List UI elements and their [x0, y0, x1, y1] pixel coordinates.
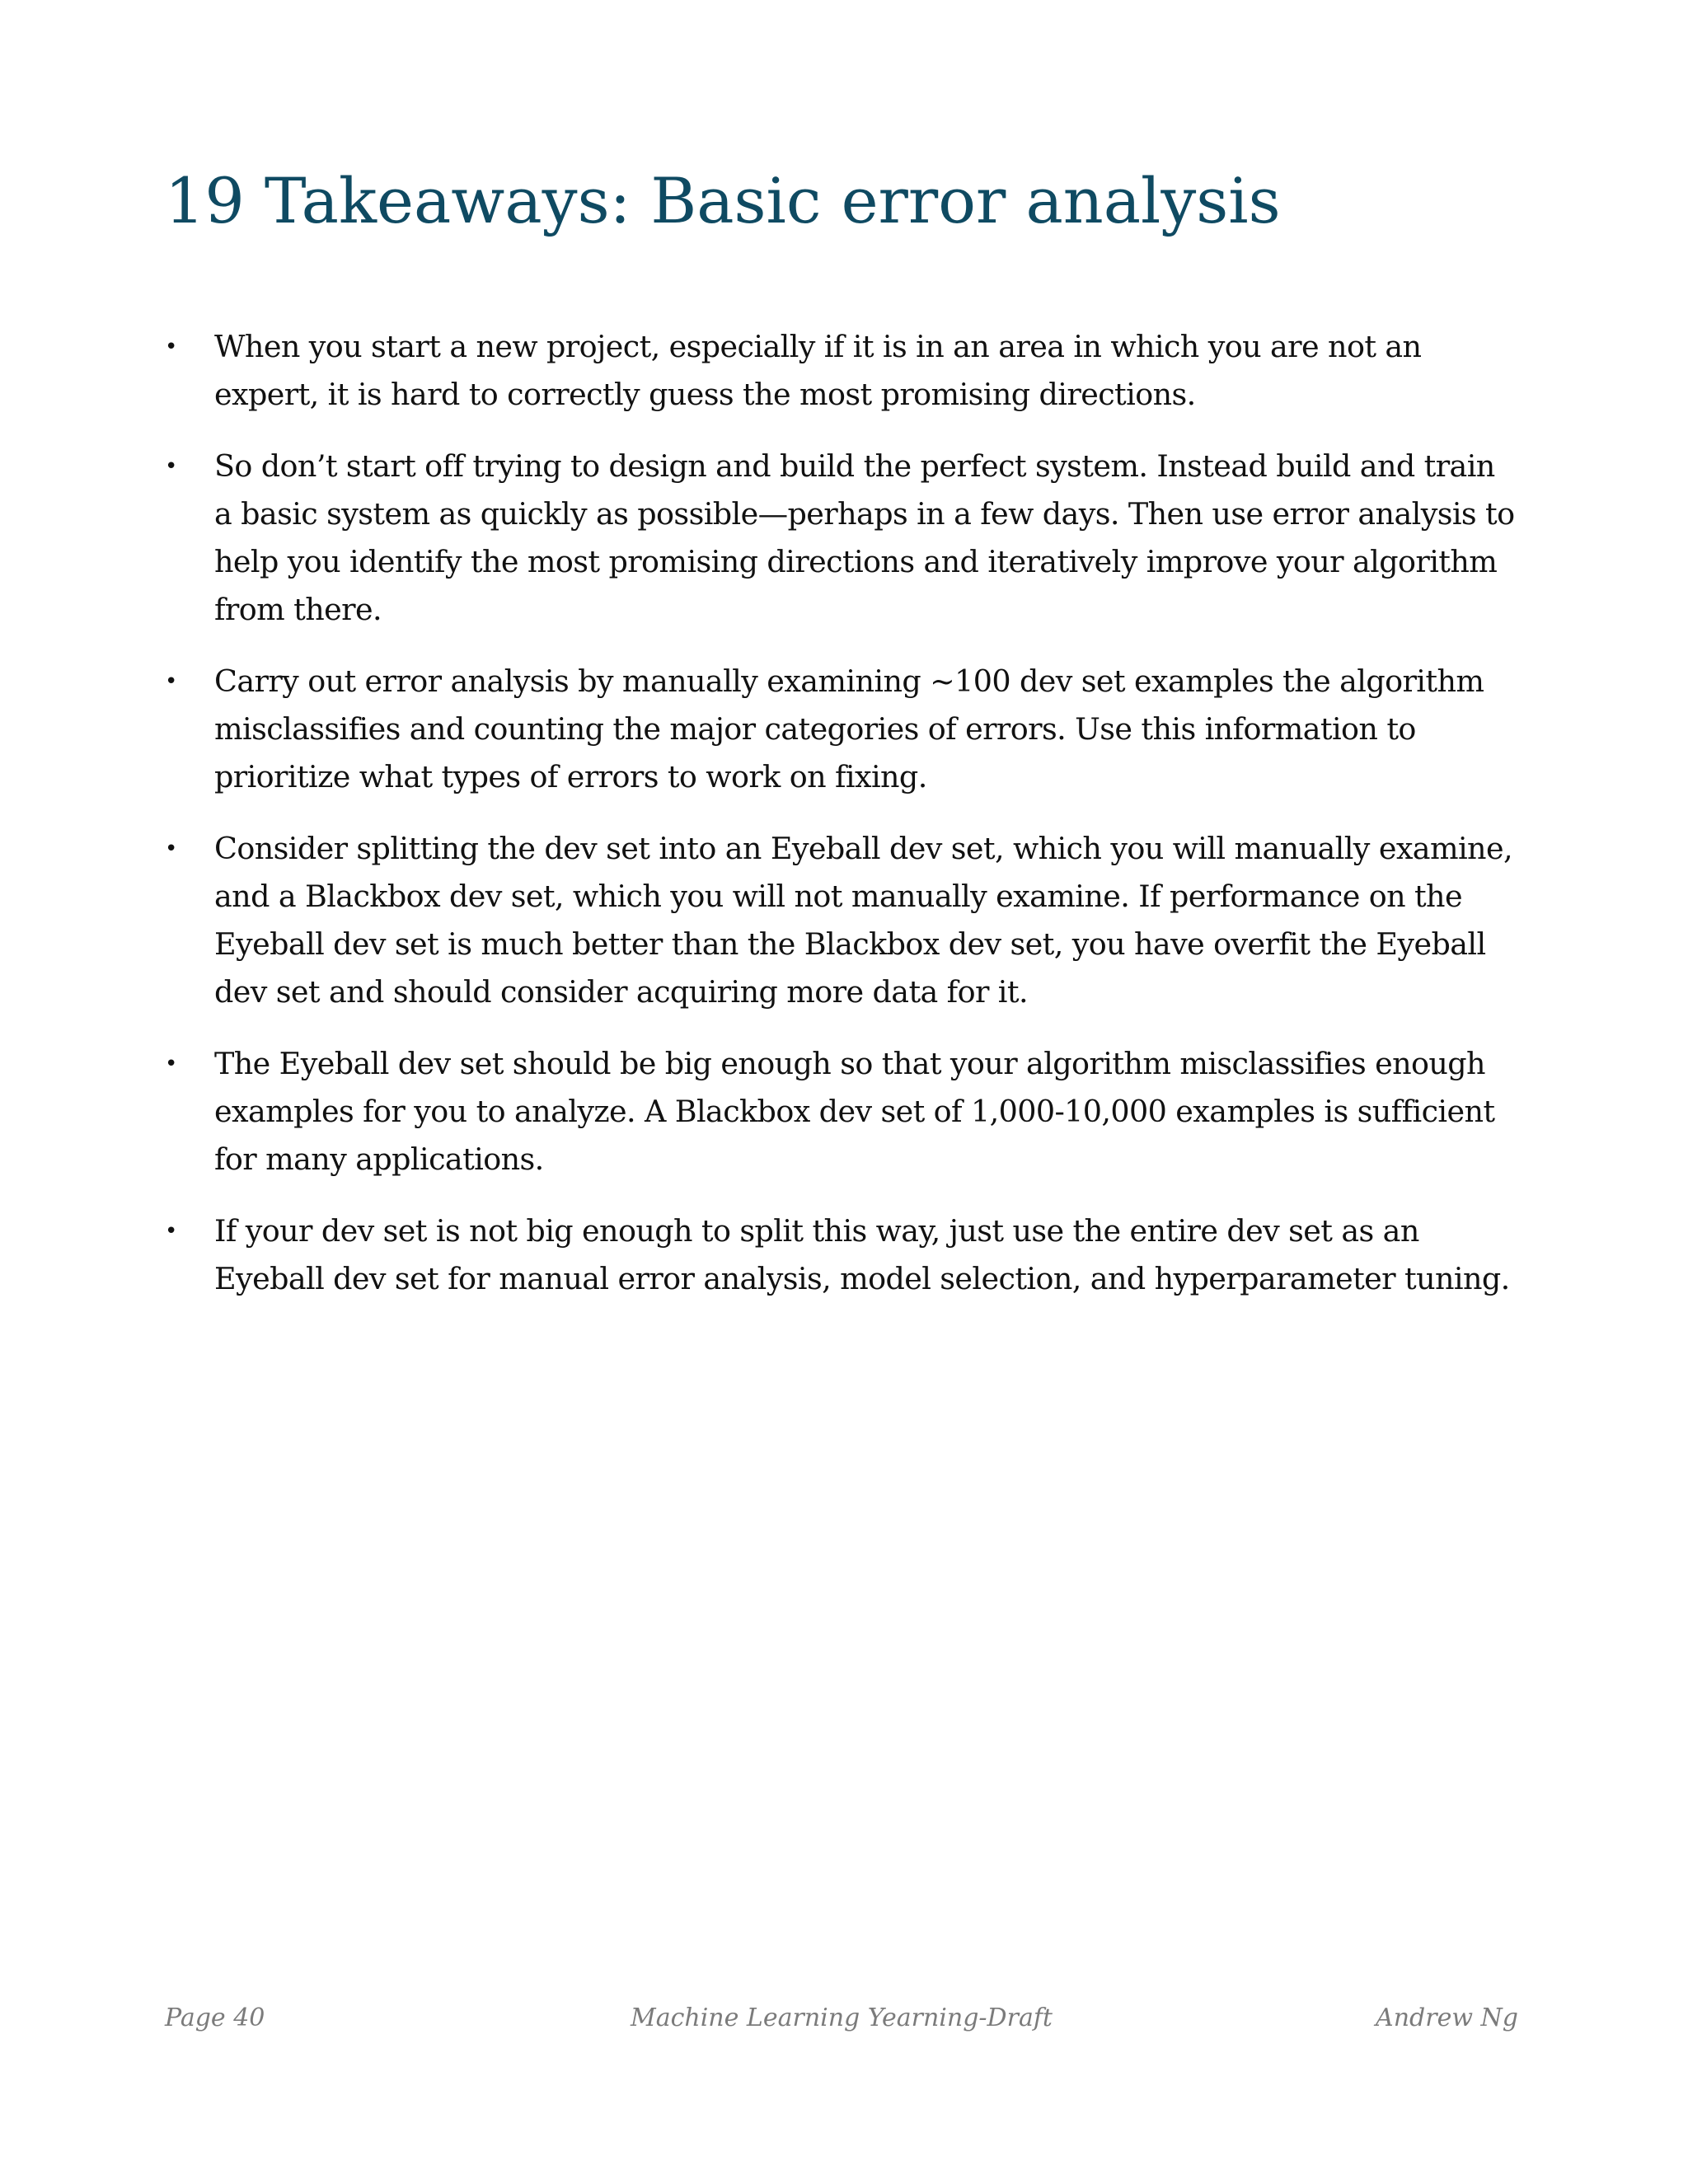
footer-page-number: Page 40 [165, 2004, 265, 2032]
list-item [165, 1207, 1517, 1303]
list-item [165, 323, 1517, 419]
bullet-icon: • [165, 669, 178, 694]
list-item-text: If your dev set is not big enough to split this way, just use the entire dev set as an Eyeball dev set for manual error analysis, model selection, and hyperparameter tuning. [214, 1213, 1510, 1296]
list-item-text: When you start a new project, especially if it is in an area in which you are not an expert, it is hard to correctly guess the most promising directions. [214, 329, 1422, 412]
bullet-icon: • [165, 454, 178, 479]
page-footer [165, 1998, 1518, 2039]
takeaways-list [165, 323, 1517, 1327]
list-item [165, 443, 1517, 634]
list-item-text: Carry out error analysis by manually examining ~100 dev set examples the algorithm misclassifies and counting the major categories of errors. Use this information to prioritize what types of errors to work on fixing. [214, 663, 1484, 794]
list-item-text: So don’t start off trying to design and build the perfect system. Instead build and train a basic system as quickly as possible—perhaps in a few days. Then use error analysis to help you identify the most promising directions and iteratively improve your algorithm from there. [214, 448, 1515, 627]
bullet-icon: • [165, 837, 178, 861]
bullet-icon: • [165, 1219, 178, 1244]
footer-book-title: Machine Learning Yearning-Draft [630, 2004, 1053, 2032]
page-title: 19 Takeaways: Basic error analysis [165, 164, 1281, 237]
bullet-icon: • [165, 1052, 178, 1076]
list-item-text: The Eyeball dev set should be big enough so that your algorithm misclassifies enough examples for you to analyze. A Blackbox dev set of 1,000-10,000 examples is sufficient for many applications. [214, 1046, 1495, 1177]
bullet-icon: • [165, 335, 178, 359]
list-item-text: Consider splitting the dev set into an Eyeball dev set, which you will manually examine, and a Blackbox dev set, which you will not manually examine. If performance on the Eyeball dev set is much better than the Blackbox dev set, you have overfit the Eyeball dev set and should consider acquiring more data for it. [214, 831, 1512, 1010]
list-item [165, 658, 1517, 801]
list-item [165, 1040, 1517, 1183]
footer-author: Andrew Ng [1376, 2004, 1518, 2032]
list-item [165, 825, 1517, 1016]
